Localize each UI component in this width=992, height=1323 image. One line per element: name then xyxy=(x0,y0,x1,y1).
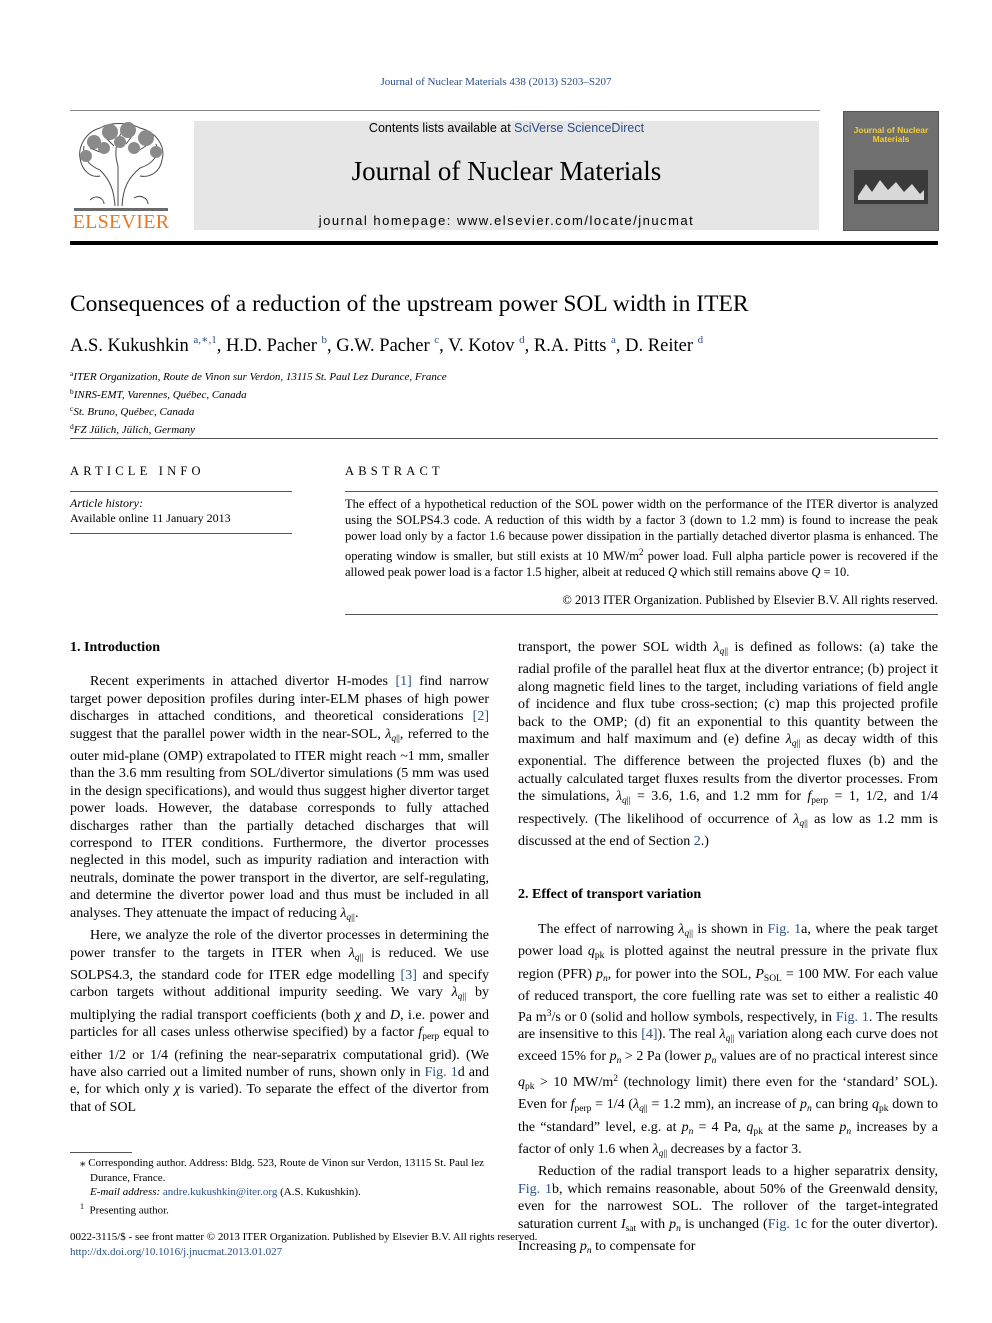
section-link[interactable]: 2 xyxy=(693,834,701,850)
citation-link[interactable]: [1] xyxy=(395,674,412,690)
author[interactable]: R.A. Pitts $^a$ xyxy=(533,334,616,356)
author-affiliation-mark[interactable]: d xyxy=(697,334,704,346)
figure-link[interactable]: Fig. 1 xyxy=(424,1064,458,1080)
article-title: Consequences of a reduction of the upstream power SOL width in ITER xyxy=(70,291,749,317)
body-column-left xyxy=(70,639,489,1116)
section-heading-introduction: 1. Introduction xyxy=(70,640,160,655)
article-history-value: Available online 11 January 2013 xyxy=(70,511,231,525)
author-list: A.S. Kukushkin $^{a,∗,1}$, H.D. Pacher $^b$, G.W. Pacher $^c$, V. Kotov $^d$, R.A. Pitts $^a$, D. Reiter $^d$ xyxy=(70,334,704,356)
abstract-heading: ABSTRACT xyxy=(345,464,444,478)
cover-image xyxy=(854,170,928,204)
abstract-text: The effect of a hypothetical reduction of the SOL power width on the performance of the ITER divertor is analyzed using the SOLPS4.3 code. A reduction of this width by a factor 3 (down to 1.2 mm) is found to increase the peak power load only by a factor 1.6 because power dissipation in the partially detached divertor plasma is enhanced. The operating window is smaller, but still exists at 10 $MW/m^2$ power load. Full alpha particle power is recovered if the allowed peak power load is a factor 1.5 higher, albeit at reduced Q which still remains above Q = 10. xyxy=(345,497,938,580)
author-affiliation-mark[interactable]: d xyxy=(519,334,525,346)
journal-homepage[interactable]: journal homepage: www.elsevier.com/locate/jnucmat xyxy=(318,213,695,228)
author-affiliation-mark[interactable]: a,∗,1 xyxy=(193,334,217,346)
author[interactable]: D. Reiter $^d$ xyxy=(625,334,704,356)
section-heading-transport-variation: 2. Effect of transport variation xyxy=(518,887,702,903)
abstract-rule xyxy=(345,491,938,492)
article-info-heading: ARTICLE INFO xyxy=(70,464,205,478)
journal-cover-thumbnail[interactable] xyxy=(843,111,939,231)
figure-link[interactable]: Fig. 1 xyxy=(835,1009,869,1025)
email-link[interactable]: andre.kukushkin@iter.org xyxy=(162,1186,278,1199)
figure-link[interactable]: Fig. 1 xyxy=(767,921,802,937)
body-column-right xyxy=(518,639,938,1260)
contents-line xyxy=(194,121,819,135)
affiliation: $^b$INRS-EMT, Varennes, Québec, Canada xyxy=(70,386,247,401)
effect-paragraph-2: Reduction of the radial transport leads to a higher separatrix density, Fig. 1b, which remains reasonable, about 50% of the Greenwald density, even for the narrowest SOL. The rollover of the target-integrated saturation current $I_{sat}$ with $p_n$ is unchanged (Fig. 1c for the outer divertor). Increasing $p_n$ to compensate for xyxy=(518,1164,938,1256)
author[interactable]: A.S. Kukushkin $^{a,∗,1}$ xyxy=(70,334,217,356)
figure-link[interactable]: Fig. 1 xyxy=(767,1216,801,1232)
figure-link[interactable]: Fig. 1 xyxy=(518,1181,553,1197)
affiliations xyxy=(70,367,447,437)
affiliation-rule xyxy=(70,438,938,439)
affiliation: $^a$ITER Organization, Route de Vinon sur Verdon, 13115 St. Paul Lez Durance, France xyxy=(70,369,447,383)
footnote-corresponding: ⁎ Corresponding author. Address: Bldg. 523, Route de Vinon sur Verdon, 13115 St. Paul lez Durance, France. xyxy=(80,1157,484,1184)
info-rule-bottom xyxy=(70,533,292,534)
footnote-email: E-mail address: andre.kukushkin@iter.org (A.S. Kukushkin). xyxy=(90,1186,361,1199)
citation-link[interactable]: [2] xyxy=(472,709,489,725)
citation-link[interactable]: [3] xyxy=(400,967,417,983)
affiliation: $^d$FZ Jülich, Jülich, Germany xyxy=(70,421,196,436)
affiliation: $^c$St. Bruno, Québec, Canada xyxy=(70,404,195,418)
author[interactable]: V. Kotov $^d$ xyxy=(448,334,525,356)
top-rule xyxy=(70,110,820,111)
author[interactable]: G.W. Pacher $^c$ xyxy=(336,334,440,356)
footnote-1: $^1$ Presenting author. xyxy=(80,1201,169,1217)
article-history-label: Article history: xyxy=(70,496,143,510)
citation-link[interactable]: [4] xyxy=(641,1026,658,1042)
bottom-matter xyxy=(70,1230,537,1259)
sciencedirect-link[interactable]: SciVerse ScienceDirect xyxy=(514,121,645,135)
journal-reference[interactable]: Journal of Nuclear Materials 438 (2013) S203–S207 xyxy=(380,76,612,88)
effect-paragraph-1: The effect of narrowing $\lambda_{q||}$ is shown in Fig. 1a, where the peak target power load $q_{pk}$ is plotted against the neutral pressure in the private flux region (PFR) $p_n$, for power into the SOL, $P_{SOL} = 100$ MW. For each value of reduced transport, the core fuelling rate was set to either a realistic 40 Pa $m^3/s$ or 0 (solid and hollow symbols, respectively, in Fig. 1. The results are insensitive to this [4]). The real $\lambda_{q||}$ variation along each curve does not exceed 15% for $p_n > 2$ Pa (lower $p_n$ values are of no practical interest since $q_{pk} > 10$ $MW/m^2$ (technology limit) there even for the ‘standard’ SOL). Even for $f_{perp} = 1/4$ ($\lambda_{q||} = 1.2$ mm), an increase of $p_n$ can bring $q_{pk}$ down to the “standard” level, e.g. at $p_n = 4$ Pa, $q_{pk}$ at the same $p_n$ increases by a factor of only 1.6 when $\lambda_{q||}$ decreases by a factor 3. xyxy=(518,921,939,1159)
author-affiliation-mark[interactable]: c xyxy=(434,334,440,346)
author[interactable]: H.D. Pacher $^b$ xyxy=(225,334,328,356)
abstract-rule-bottom xyxy=(345,614,938,615)
abstract-copyright: © 2013 ITER Organization. Published by Elsevier B.V. All rights reserved. xyxy=(562,593,938,607)
intro-paragraph-2: Here, we analyze the role of the divertor processes in determining the power transfer to the targets in ITER when $\lambda_{q||}$ is reduced. We use SOLPS4.3, the standard code for ITER edge modelling [3] and specify carbon targets without additional impurity seeding. We vary $\lambda_{q||}$ by multiplying the radial transport coefficients (both χ and D, i.e. power and particles for all cases unless otherwise specified) by a factor $f_{perp}$ equal to either 1/2 or 1/4 (refining the near-separatrix computational grid). (We have also carried out a limited number of runs, shown only in Fig. 1d and e, for which only χ is varied). To separate the effect of the divertor from that of SOL xyxy=(70,928,490,1115)
intro-paragraph-2-continued: transport, the power SOL width $\lambda_{q||}$ is defined as follows: (a) take the radial profile of the parallel heat flux at the divertor entrance; (b) project it along magnetic field lines to the target, including variations of field angle of incidence and flux tube cross-section; (c) map this projected profile back to the OMP; (d) fit an exponential to this quantity between the maximum and half maximum and (e) define $\lambda_{q||}$ as decay width of this exponential. The difference between the projected fluxes (b) and the actually calculated target fluxes results from the divertor processes. From the simulations, $\lambda_{q||} = 3.6$, 1.6, and 1.2 mm for $f_{perp} = 1$, 1/2, and 1/4 respectively. (The likelihood of occurrence of $\lambda_{q||}$ as low as 1.2 mm is discussed at the end of Section 2.) xyxy=(518,640,938,850)
doi-link[interactable]: http://dx.doi.org/10.1016/j.jnucmat.2013.01.027 xyxy=(70,1245,283,1258)
info-rule xyxy=(70,491,292,492)
author-affiliation-mark[interactable]: b xyxy=(321,334,328,346)
header-thick-rule xyxy=(70,241,938,245)
intro-paragraph-1: Recent experiments in attached divertor H-modes [1] find narrow target power deposition profiles during inter-ELM phases of high power discharges in attached conditions, and theoretical considerations [2] suggest that the parallel power width in the near-SOL, $\lambda_{q||}$, referred to the outer mid-plane (OMP) extrapolated to ITER might reach ~1 mm, smaller than the 3.6 mm resulting from SOL/divertor simulations (5 mm was used in the design specifications), and would thus suggest higher divertor target power loads. However, the database corresponds to fully attached discharges rather than the partially detached discharges that will correspond to ITER conditions. Furthermore, the divertor processes neglected in this model, such as impurity radiation and interaction with neutrals, dominate the power transport in the divertor, are self-regulating, and determine the divertor power load and thus must be included in all analyses. They attenuate the impact of reducing $\lambda_{q||}$. xyxy=(70,674,489,923)
journal-title: Journal of Nuclear Materials xyxy=(351,156,662,186)
cover-title: Journal of Nuclear Materials xyxy=(853,125,929,144)
contents-prefix: Contents lists available at xyxy=(368,121,515,135)
footnote-rule xyxy=(70,1152,132,1153)
elsevier-wordmark: ELSEVIER xyxy=(72,211,170,233)
footnotes xyxy=(70,1156,490,1218)
author-affiliation-mark[interactable]: a xyxy=(611,334,616,346)
issn-line: 0022-3115/$ - see front matter © 2013 ITER Organization. Published by Elsevier B.V. All rights reserved. xyxy=(70,1231,538,1243)
